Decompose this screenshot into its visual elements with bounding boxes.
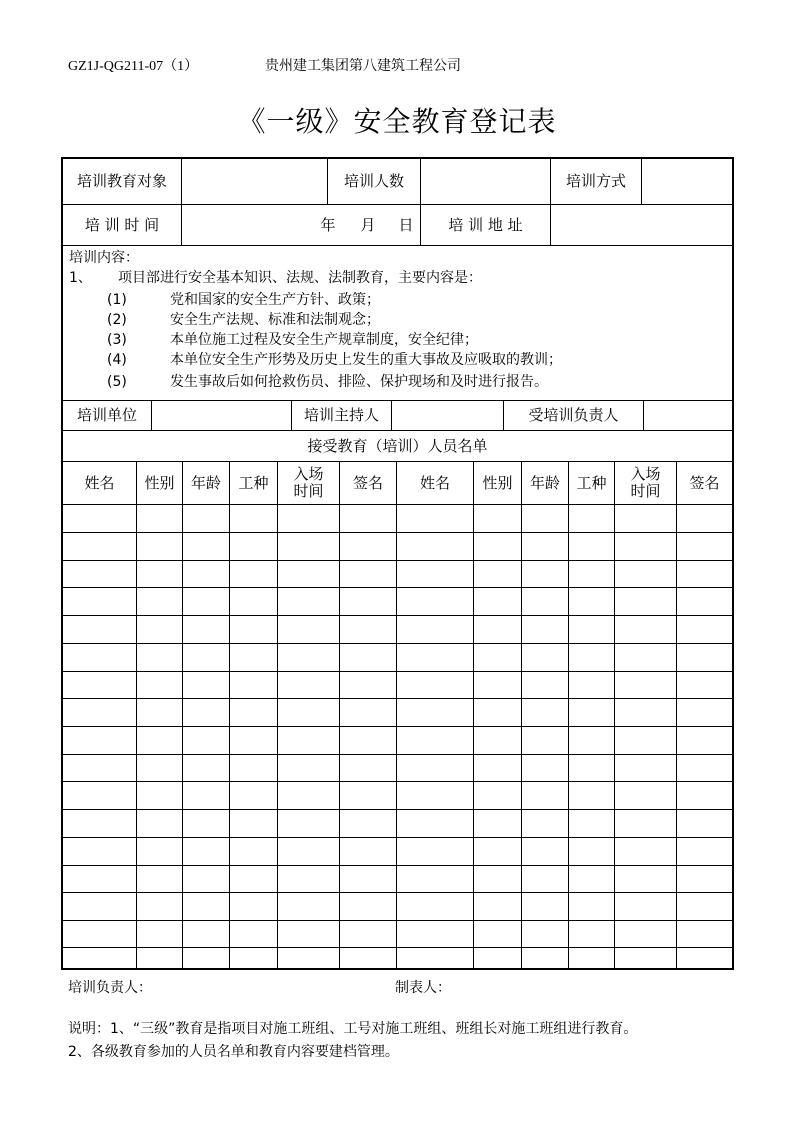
training-target-label: 培训教育对象 [76, 172, 167, 190]
training-unit-field[interactable] [152, 401, 291, 430]
trainee-responsible-label: 受培训负责人 [528, 406, 619, 424]
column-header-gender: 性别 [482, 473, 513, 492]
document-code: GZ1J-QG211-07（1） [68, 59, 199, 74]
subitem-number: (2) [107, 312, 127, 328]
trainee-count-label: 培训人数 [343, 172, 404, 190]
training-unit-label: 培训单位 [76, 406, 137, 424]
subitem-number: (5) [107, 374, 127, 390]
content-item-text: 项目部进行安全基本知识、法规、法制教育，主要内容是： [118, 270, 482, 286]
subitem-text: 发生事故后如何抢救伤员、排险、保护现场和及时进行报告。 [170, 374, 548, 390]
subitem-text: 安全生产法规、标准和法制观念； [170, 312, 380, 328]
training-method-label: 培训方式 [565, 172, 626, 190]
company-name: 贵州建工集团第八建筑工程公司 [265, 58, 461, 74]
column-header-trade: 工种 [576, 473, 607, 492]
subitem-number: (3) [107, 332, 127, 348]
training-location-label: 培 训 地 址 [448, 215, 523, 234]
column-header-age: 年龄 [190, 473, 221, 492]
subitem-number: (1) [107, 292, 127, 308]
content-heading: 培训内容： [69, 250, 139, 266]
note-line-2: 2、各级教育参加的人员名单和教育内容要建档管理。 [68, 1044, 399, 1060]
training-host-field[interactable] [392, 401, 503, 430]
column-header-name: 姓名 [84, 473, 115, 492]
subitem-text: 党和国家的安全生产方针、政策； [170, 292, 380, 308]
content-item-number: 1、 [69, 270, 92, 286]
column-header-trade: 工种 [238, 473, 269, 492]
form-maker-label: 制表人： [395, 980, 451, 996]
column-header-gender: 性别 [144, 473, 175, 492]
column-header-signature: 签名 [352, 473, 383, 492]
column-header-entry-time: 入场 时间 [630, 465, 661, 500]
subitem-number: (4) [107, 352, 127, 368]
column-header-age: 年龄 [529, 473, 560, 492]
day-label: 日 [398, 215, 414, 234]
training-time-label: 培 训 时 间 [84, 215, 160, 234]
roster-title: 接受教育（培训）人员名单 [307, 436, 488, 455]
registration-form [61, 157, 734, 970]
note-line-1: 说明：1、“三级”教育是指项目对施工班组、工号对施工班组、班组长对施工班组进行教育。 [68, 1021, 638, 1037]
column-header-entry-time: 入场 时间 [293, 465, 324, 500]
trainer-label: 培训负责人： [68, 980, 152, 996]
training-method-field[interactable] [642, 159, 732, 204]
year-label: 年 [320, 215, 336, 234]
training-host-label: 培训主持人 [303, 406, 379, 424]
column-header-signature: 签名 [689, 473, 720, 492]
month-label: 月 [360, 215, 376, 234]
training-target-field[interactable] [182, 159, 327, 204]
subitem-text: 本单位安全生产形势及历史上发生的重大事故及应吸取的教训； [170, 352, 562, 368]
subitem-text: 本单位施工过程及安全生产规章制度，安全纪律； [170, 332, 478, 348]
trainee-count-field[interactable] [421, 159, 550, 204]
training-location-field[interactable] [551, 205, 732, 245]
page-title: 《一级》安全教育登记表 [237, 105, 557, 138]
column-header-name: 姓名 [419, 473, 450, 492]
trainee-responsible-field[interactable] [644, 401, 732, 430]
